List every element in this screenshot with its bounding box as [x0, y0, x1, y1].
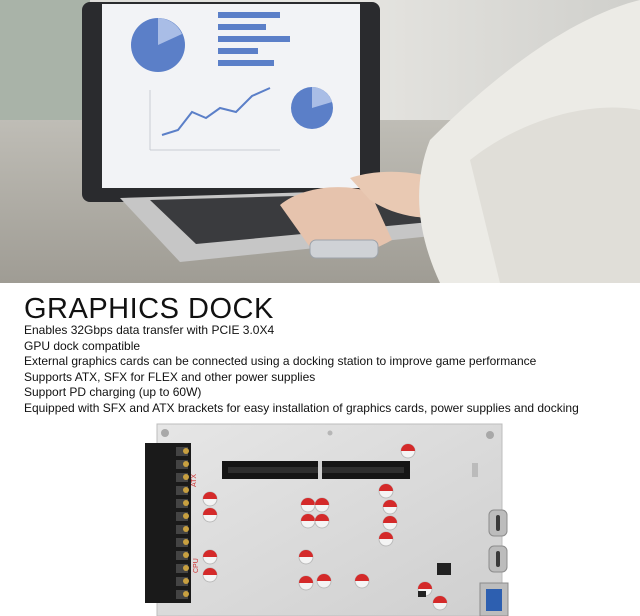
dock-board	[0, 413, 640, 616]
dock-board-photo	[0, 413, 640, 616]
page-title: GRAPHICS DOCK	[24, 293, 274, 325]
feature-item: GPU dock compatible	[24, 338, 141, 353]
feature-item: Equipped with SFX and ATX brackets for easy installation of graphics cards, power supplies and docking	[24, 400, 579, 415]
hero-photo	[0, 0, 640, 283]
feature-item: Support PD charging (up to 60W)	[24, 385, 202, 399]
silkscreen-atx-label: ATX	[191, 473, 198, 487]
atx-power-connector	[145, 443, 191, 603]
usb-a-port	[480, 583, 508, 616]
feature-list	[24, 323, 579, 416]
product-description	[0, 283, 640, 413]
feature-item: External graphics cards can be connected using a docking station to improve game performance	[24, 354, 537, 368]
feature-item: Enables 32Gbps data transfer with PCIE 3.0X4	[24, 323, 275, 337]
laptop-image	[0, 0, 640, 283]
feature-item: Supports ATX, SFX for FLEX and other power supplies	[24, 369, 316, 384]
pcie-slot	[222, 461, 410, 479]
silkscreen-cpu-label: CPU	[193, 558, 200, 573]
